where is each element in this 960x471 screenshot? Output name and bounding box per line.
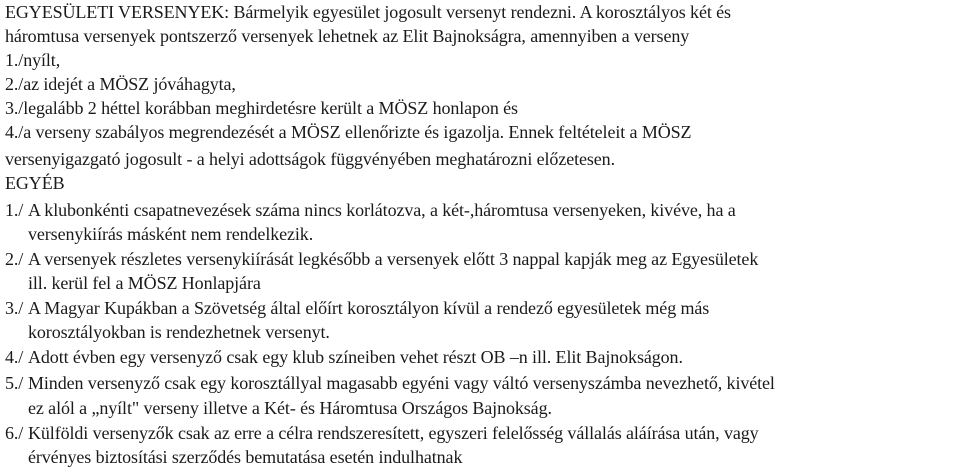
list-item	[5, 347, 683, 367]
list-item-text-continued: ez alól a „nyílt" verseny illetve a Két- és Háromtusa Országos Bajnokság.	[28, 398, 552, 418]
condition-4: 4./a verseny szabályos megrendezését a MÖSZ ellenőrizte és igazolja. Ennek feltételeit a MÖSZ	[5, 122, 692, 142]
section-heading-egyeb: EGYÉB	[5, 173, 65, 193]
condition-3: 3./legalább 2 héttel korábban meghirdetésre került a MÖSZ honlapon és	[5, 98, 518, 118]
condition-4-continued: versenyigazgató jogosult - a helyi adottságok függvényében meghatározni előzetesen.	[5, 149, 615, 169]
list-item-text-continued: korosztályokban is rendezhetnek versenyt.	[28, 322, 330, 342]
list-item-text: Adott évben egy versenyző csak egy klub színeiben vehet részt OB –n ill. Elit Bajnokságon.	[28, 347, 683, 367]
list-item-number: 2./	[5, 249, 24, 269]
list-item-number: 5./	[5, 373, 24, 393]
list-item-number: 3./	[5, 298, 24, 318]
list-item-text: A Magyar Kupákban a Szövetség által előírt korosztályon kívül a rendező egyesületek még más	[28, 298, 710, 318]
list-item	[5, 373, 775, 393]
list-item-text-continued: ill. kerül fel a MÖSZ Honlapjára	[28, 273, 261, 293]
list-item	[5, 423, 759, 443]
intro-line-1: EGYESÜLETI VERSENYEK: Bármelyik egyesület jogosult versenyt rendezni. A korosztályos két és	[5, 2, 731, 22]
condition-2: 2./az idejét a MÖSZ jóváhagyta,	[5, 74, 236, 94]
list-item-text: A klubonkénti csapatnevezések száma nincs korlátozva, a két-,háromtusa versenyeken, kivéve, ha a	[28, 200, 736, 220]
list-item-number: 4./	[5, 347, 24, 367]
list-item	[5, 249, 758, 269]
list-item	[5, 200, 736, 220]
list-item-number: 1./	[5, 200, 24, 220]
list-item-text-continued: érvényes biztosítási szerződés bemutatása esetén indulhatnak	[28, 447, 463, 467]
list-item-number: 6./	[5, 423, 24, 443]
list-item-text: A versenyek részletes versenykiírását legkésőbb a versenyek előtt 3 nappal kapják meg az Egyesületek	[28, 249, 759, 269]
intro-line-2: háromtusa versenyek pontszerző versenyek lehetnek az Elit Bajnokságra, amennyiben a verseny	[5, 26, 690, 46]
list-item-text-continued: versenykiírás másként nem rendelkezik.	[28, 224, 314, 244]
list-item-text: Minden versenyző csak egy korosztállyal magasabb egyéni vagy váltó versenyszámba nevezhető, kivétel	[28, 373, 775, 393]
list-item-text: Külföldi versenyzők csak az erre a célra rendszeresített, egyszeri felelősség vállalás aláírása után, vagy	[28, 423, 759, 443]
condition-1: 1./nyílt,	[5, 50, 61, 70]
list-item	[5, 298, 709, 318]
